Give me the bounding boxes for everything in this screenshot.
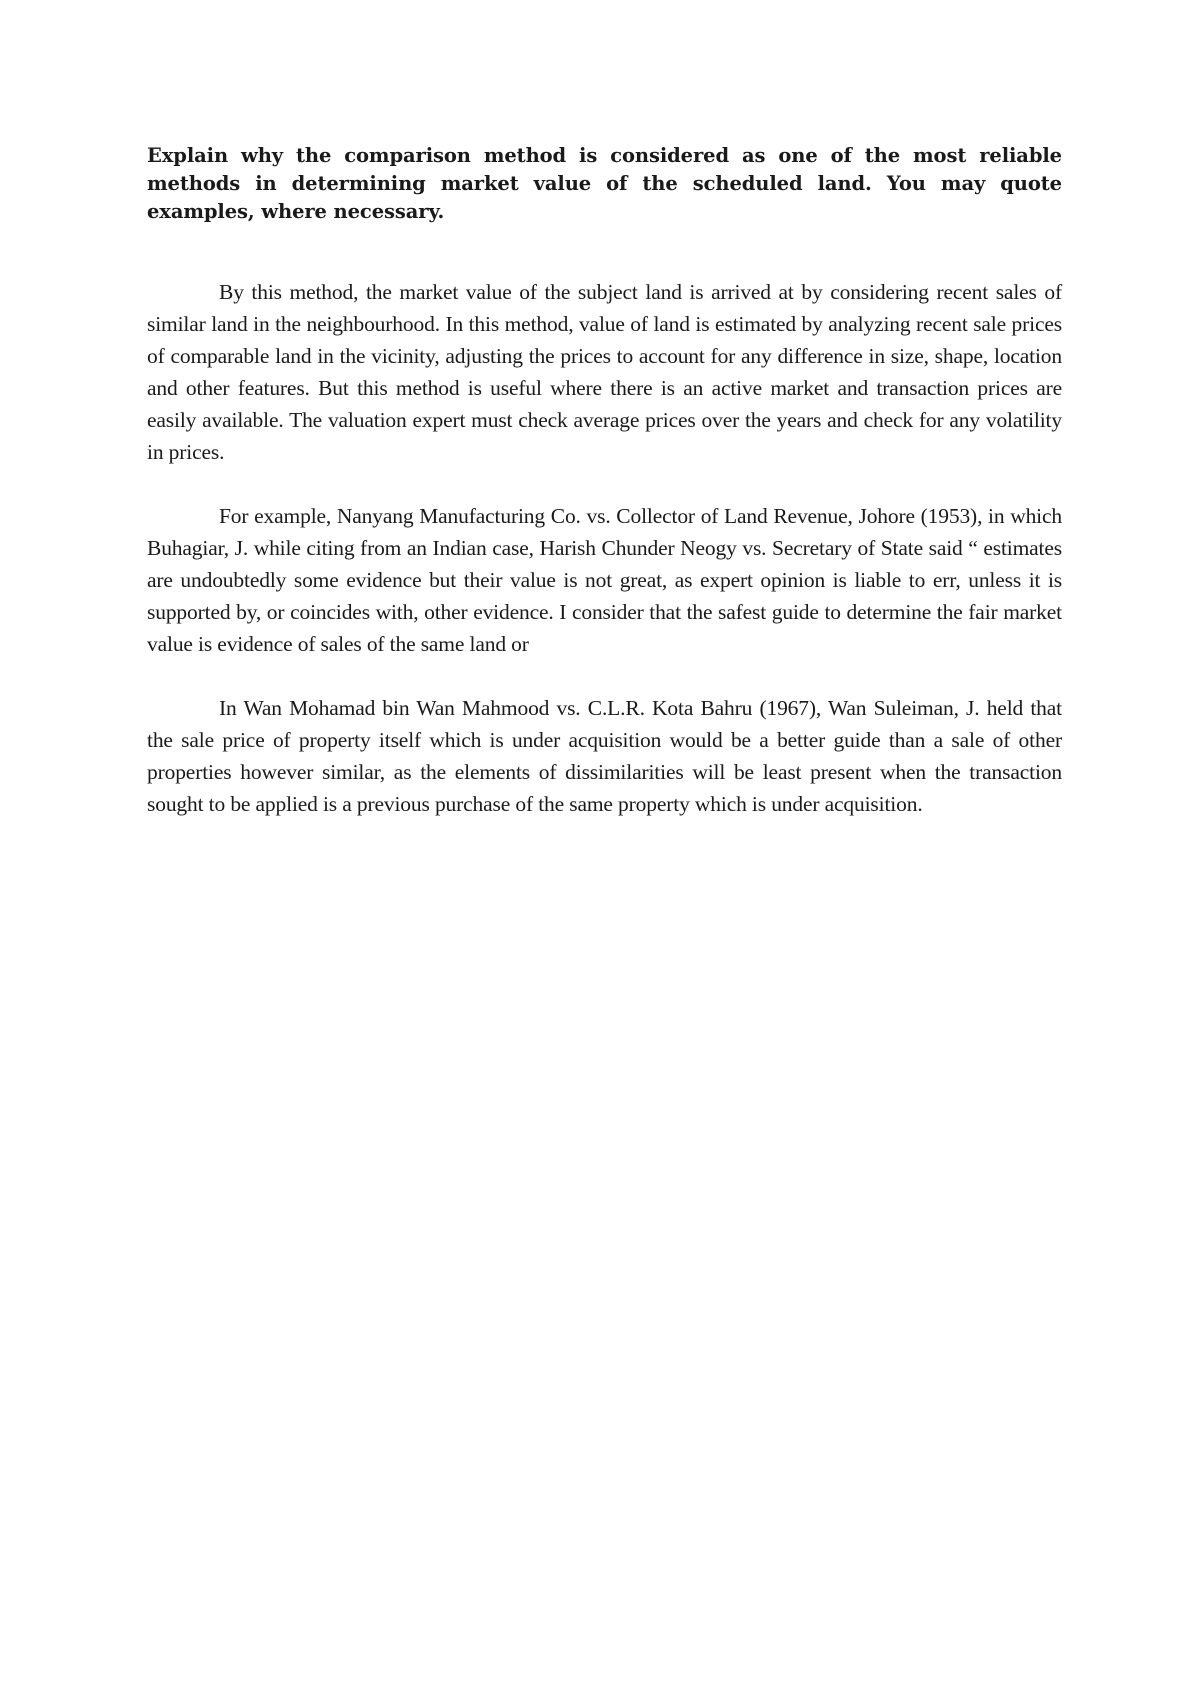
answer-paragraph-wan-mohamad-example: In Wan Mohamad bin Wan Mahmood vs. C.L.R. Kota Bahru (1967), Wan Suleiman, J. held that the sale price of property itself which is under acquisition would be a better guide than a sale of other properties however similar, as the elements of dissimilarities will be least present when the transaction sought to be applied is a previous purchase of the same property which is under acquisition. bbox=[147, 696, 1062, 816]
answer-section bbox=[147, 276, 1062, 820]
question-heading: Explain why the comparison method is considered as one of the most reliable methods in determining market value of the scheduled land. You may quote examples, where necessary. bbox=[147, 144, 1062, 223]
answer-paragraph-method: By this method, the market value of the subject land is arrived at by considering recent sales of similar land in the neighbourhood. In this method, value of land is estimated by analyzing recent sale prices of comparable land in the vicinity, adjusting the prices to account for any difference in size, shape, location and other features. But this method is useful where there is an active market and transaction prices are easily available. The valuation expert must check average prices over the years and check for any volatility in prices. bbox=[147, 280, 1062, 464]
document-body bbox=[147, 142, 1062, 852]
answer-paragraph-nanyang-example: For example, Nanyang Manufacturing Co. vs. Collector of Land Revenue, Johore (1953), in which Buhagiar, J. while citing from an Indian case, Harish Chunder Neogy vs. Secretary of State said “ estimates are undoubtedly some evidence but their value is not great, as expert opinion is liable to err, unless it is supported by, or coincides with, other evidence. I consider that the safest guide to determine the fair market value is evidence of sales of the same land or bbox=[147, 504, 1062, 656]
